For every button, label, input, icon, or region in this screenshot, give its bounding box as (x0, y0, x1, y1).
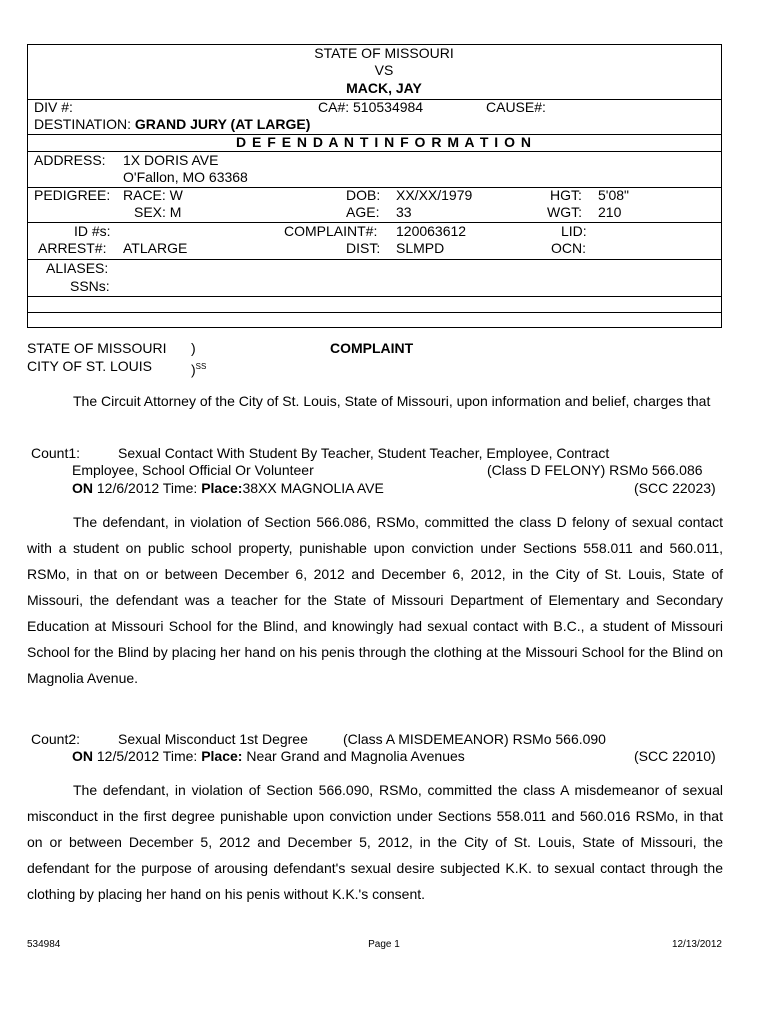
destination-label: DESTINATION: (34, 116, 131, 132)
ss-mark: SS (195, 362, 207, 371)
header-vs: VS (374, 62, 394, 78)
address-label: ADDRESS: (34, 152, 106, 168)
age-value: 33 (396, 204, 412, 220)
destination (34, 116, 310, 133)
pedigree-label: PEDIGREE: (34, 187, 111, 203)
wgt-value: 210 (598, 204, 622, 220)
count1-offense-line1: Sexual Contact With Student By Teacher, Student Teacher, Employee, Contract (118, 445, 610, 461)
count1-place-label: Place: (201, 480, 243, 496)
destination-value: GRAND JURY (AT LARGE) (134, 116, 311, 132)
count2-place-value: Near Grand and Magnolia Avenues (246, 748, 465, 764)
caption-paren: ) (191, 340, 196, 356)
arrest-label: ARREST#: (38, 240, 107, 256)
divider (28, 296, 721, 297)
count2-date-time: 12/5/2012 Time: (96, 748, 198, 764)
count2-offense: Sexual Misconduct 1st Degree (118, 731, 308, 747)
address-line1: 1X DORIS AVE (123, 152, 219, 168)
caption-city: CITY OF ST. LOUIS (27, 358, 152, 374)
hgt-label: HGT: (550, 187, 582, 203)
arrest-value: ATLARGE (123, 240, 188, 256)
divider (28, 259, 721, 260)
dist-value: SLMPD (396, 240, 445, 256)
lid-label: LID: (561, 223, 587, 239)
count1-label: Count1: (31, 445, 81, 461)
count1-on-label: ON (72, 480, 93, 496)
dob-value: XX/XX/1979 (396, 187, 473, 203)
count1-date-time: 12/6/2012 Time: (96, 480, 198, 496)
cause-label: CAUSE#: (486, 99, 546, 115)
count1-offense-line2: Employee, School Official Or Volunteer (72, 462, 314, 478)
count1-body: The defendant, in violation of Section 566.086, RSMo, committed the class D felony of sexual contact with a student on public school property, punishable upon conviction under Sections 558.011 and 560.011, RSMo, in that on or between December 6, 2012 and December 6, 2012, in the City of St. Louis, State of Missouri, the defendant was a teacher for the State of Missouri Department of Elementary and Secondary Education at Missouri School for the Blind, and knowingly had sexual contact with B.C., a student of Missouri School for the Blind by placing her hand on his penis through the clothing at the Missouri School for the Blind on Magnolia Avenue. (27, 514, 723, 686)
count1-class: (Class D FELONY) RSMo 566.086 (487, 462, 703, 478)
div-label: DIV #: (34, 99, 73, 115)
footer-doc-id: 534984 (27, 939, 61, 950)
complaint-title: COMPLAINT (330, 340, 414, 356)
ocn-label: OCN: (551, 240, 586, 256)
divider (28, 312, 721, 313)
ssns-label: SSNs: (70, 278, 110, 294)
wgt-label: WGT: (547, 204, 582, 220)
dist-label: DIST: (346, 240, 381, 256)
count2-on-label: ON (72, 748, 93, 764)
hgt-value: 5'08" (598, 187, 630, 203)
count2-label: Count2: (31, 731, 81, 747)
ca-number: CA#: 510534984 (318, 99, 424, 115)
age-label: AGE: (346, 204, 380, 220)
caption-ss (191, 358, 206, 379)
count1-on (72, 480, 384, 497)
header-state: STATE OF MISSOURI (314, 45, 454, 61)
dob-label: DOB: (346, 187, 381, 203)
race: RACE: W (123, 187, 183, 203)
caption-paren-2: ) (191, 361, 196, 378)
count2-class: (Class A MISDEMEANOR) RSMo 566.090 (343, 731, 606, 747)
sex: SEX: M (134, 204, 182, 220)
intro-paragraph: The Circuit Attorney of the City of St. Louis, State of Missouri, upon information and belief, charges that (73, 393, 711, 409)
address-line2: O'Fallon, MO 63368 (123, 169, 248, 185)
id-label: ID #s: (74, 223, 111, 239)
section-title: D E F E N D A N T I N F O R M A T I O N (236, 134, 532, 150)
count2-body: The defendant, in violation of Section 566.090, RSMo, committed the class A misdemeanor of sexual misconduct in the first degree punishable upon conviction under Sections 558.011 and 560.016 RSMo, in that on or between December 5, 2012 and December 5, 2012, in the City of St. Louis, State of Missouri, the defendant for the purpose of arousing defendant's sexual desire subjected K.K. to sexual contact through the clothing by placing her hand on his penis without K.K.'s consent. (27, 782, 723, 902)
footer-page-number: Page 1 (368, 939, 400, 950)
footer-date: 12/13/2012 (671, 939, 722, 950)
count1-scc: (SCC 22023) (634, 480, 716, 496)
count1-place-value: 38XX MAGNOLIA AVE (242, 480, 384, 496)
count2-scc: (SCC 22010) (634, 748, 716, 764)
complaint-label: COMPLAINT#: (284, 223, 378, 239)
defendant-name: MACK, JAY (346, 80, 422, 96)
count2-place-label: Place: (201, 748, 243, 764)
aliases-label: ALIASES: (46, 260, 109, 276)
count2-on (72, 748, 465, 765)
caption-state: STATE OF MISSOURI (27, 340, 167, 356)
complaint-value: 120063612 (396, 223, 467, 239)
